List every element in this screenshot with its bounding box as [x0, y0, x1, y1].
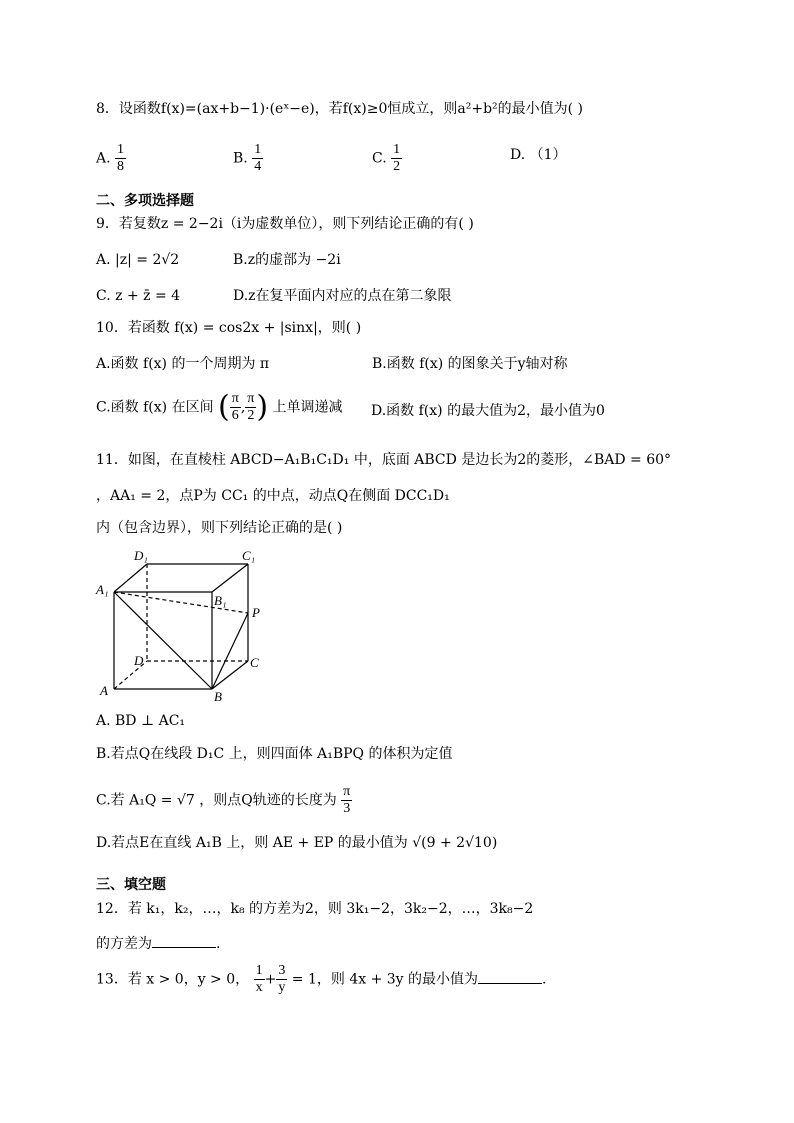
edge-c1-b1: [212, 564, 248, 592]
q8-option-b: [233, 142, 263, 175]
fraction: $\frac{\pi}{2}$: [247, 391, 255, 423]
option-label: D.: [510, 147, 526, 163]
q10-stem: 10．若函数 f(x) = cos2x + |sinx|，则( ): [96, 320, 362, 336]
q13-text: 13．若 x > 0，y > 0，: [96, 971, 250, 988]
label-d: D: [134, 653, 144, 668]
answer-blank[interactable]: [478, 969, 542, 984]
q12-line1: 12．若 k₁，k₂，…，k₈ 的方差为2，则 3k₁−2，3k₂−2，…，3k₈−2: [96, 901, 534, 917]
q8-option-d: [510, 144, 567, 166]
q11-option-a: A. BD ⊥ AC₁: [96, 713, 186, 729]
q9-option-b: B.z的虚部为 −2i: [233, 252, 341, 268]
interval-left-paren: (: [218, 389, 230, 425]
option-text: C.函数 f(x) 在区间: [96, 399, 214, 416]
q12-text: 的方差为: [96, 936, 152, 952]
label-c1: C₁: [242, 548, 256, 563]
fraction: $\frac{\pi}{6}$: [231, 391, 239, 423]
option-text: （1）: [529, 147, 567, 163]
q8-option-a: [96, 142, 126, 175]
q12-line2: [96, 933, 220, 955]
q9-stem: 9．若复数z = 2−2i（i为虚数单位），则下列结论正确的有( ): [96, 216, 474, 232]
interval-right-paren: ): [256, 389, 269, 425]
q13-text: = 1，则 4x + 3y 的最小值为: [291, 971, 479, 988]
prism-figure: [92, 545, 282, 705]
label-c: C: [250, 655, 259, 670]
section-heading-fill-blank: 三、填空题: [96, 877, 166, 893]
q13-period: .: [542, 971, 547, 988]
section-heading-multi-choice: 二、多项选择题: [96, 193, 194, 209]
q11-option-c: [96, 784, 352, 817]
q11-option-b: B.若点Q在线段 D₁C 上，则四面体 A₁BPQ 的体积为定值: [96, 746, 453, 762]
label-p: P: [252, 605, 260, 620]
q9-option-c: C. z + z̄ = 4: [96, 288, 181, 304]
option-label: A.: [96, 150, 111, 167]
label-d1: D₁: [134, 548, 148, 563]
fraction: $\frac{1}{8}$: [117, 142, 125, 174]
answer-blank[interactable]: [152, 933, 216, 948]
interval-comma: ,: [240, 399, 246, 416]
q9-option-d: D.z在复平面内对应的点在第二象限: [233, 288, 452, 304]
q8-option-c: [372, 142, 402, 175]
plus-sign: +: [264, 971, 277, 988]
option-text: 上单调递减: [272, 399, 343, 416]
q11-line1: 11．如图，在直棱柱 ABCD−A₁B₁C₁D₁ 中，底面 ABCD 是边长为2的菱形，∠BAD = 60°: [96, 452, 672, 468]
label-a1: A₁: [96, 582, 109, 597]
q11-line3: 内（包含边界），则下列结论正确的是( ): [96, 520, 343, 536]
label-a: A: [100, 683, 108, 698]
q10-option-b: B.函数 f(x) 的图象关于y轴对称: [372, 356, 568, 372]
q8-stem: 8．设函数f(x)=(ax+b−1)·(eˣ−e)，若f(x)≥0恒成立，则a²+b²的最小值为( ): [96, 101, 584, 117]
segment-a1-p: [114, 592, 248, 613]
label-b: B: [214, 689, 222, 704]
q12-period: .: [216, 936, 221, 952]
q10-option-c: [96, 391, 343, 424]
q10-option-a: A.函数 f(x) 的一个周期为 π: [96, 356, 270, 372]
fraction: $\frac{1}{2}$: [393, 142, 401, 174]
edge-b-c: [212, 661, 248, 689]
option-label: B.: [233, 150, 248, 167]
q10-option-d: D.函数 f(x) 的最大值为2，最小值为0: [371, 403, 605, 419]
option-text: C.若 A₁Q = √7 ，则点Q轨迹的长度为: [96, 792, 337, 809]
segment-a1-b: [114, 592, 212, 689]
label-b1: B₁: [214, 593, 227, 608]
q13-line: [96, 963, 547, 996]
fraction: $\frac{1}{4}$: [254, 142, 262, 174]
segment-b-p: [212, 613, 248, 689]
fraction: $\frac{\pi}{3}$: [343, 784, 351, 816]
option-label: C.: [372, 150, 387, 167]
q11-option-d: D.若点E在直线 A₁B 上，则 AE + EP 的最小值为 √(9 + 2√10): [96, 835, 498, 851]
q11-line2: ，AA₁ = 2，点P为 CC₁ 的中点，动点Q在侧面 DCC₁D₁: [96, 488, 450, 504]
edge-a1-d1: [114, 564, 147, 592]
fraction: $\frac{3}{y}$: [278, 963, 286, 995]
fraction: $\frac{1}{x}$: [255, 963, 263, 995]
q9-option-a: A. |z| = 2√2: [96, 252, 180, 268]
